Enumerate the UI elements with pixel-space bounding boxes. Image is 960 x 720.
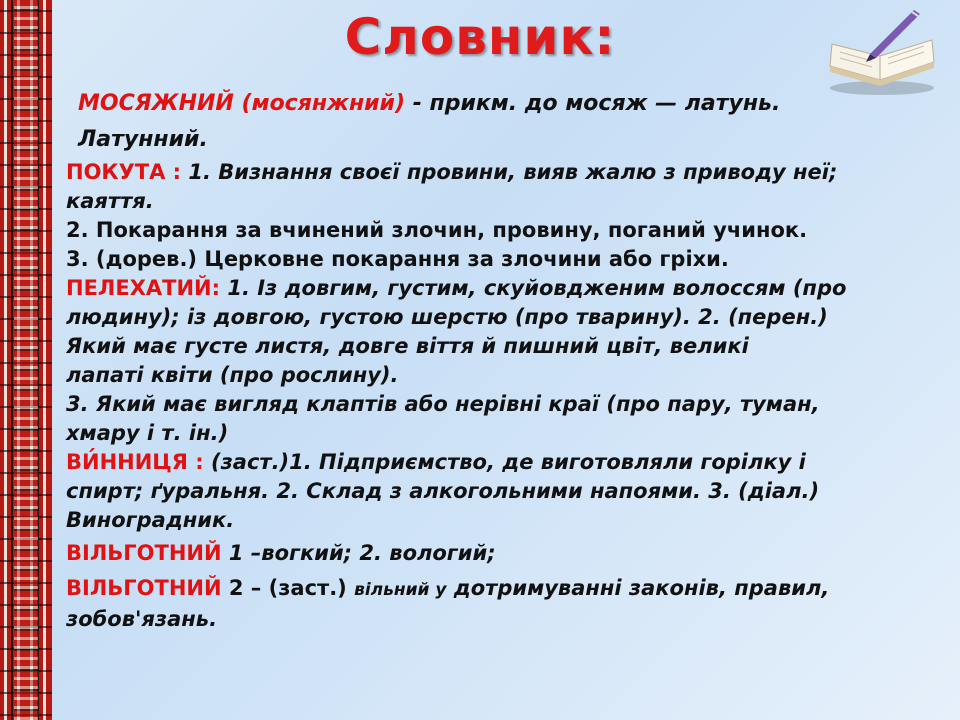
entry-pokuta [66, 158, 946, 187]
entry-mosiazhnyi [66, 86, 946, 122]
definition-latunnyi: Латунний. [78, 127, 208, 152]
term-mosiazhnyi: МОСЯЖНИЙ [78, 91, 234, 116]
definition-text: 3. (дорев.) Церковне покарання за злочини або гріхи. [66, 247, 729, 271]
definition-text: хмару і т. ін.) [66, 421, 229, 445]
term-pokuta: ПОКУТА : [66, 160, 182, 184]
definition-text: (заст.)1. Підприємство, де виготовляли горілку і [210, 450, 806, 474]
embroidery-ornament [0, 0, 52, 720]
entry-vilhotnyi-1 [66, 539, 946, 568]
term-pelekhatyi: ПЕЛЕХАТИЙ: [66, 276, 221, 300]
definition-text: спирт; ґуральня. 2. Склад з алкогольними напоями. 3. (діал.) [66, 479, 820, 503]
entry-pelekhatyi [66, 274, 946, 303]
definition-text: зобов'язань. [66, 607, 218, 631]
page-title: Словник: [344, 8, 616, 66]
definition-text: Виноградник. [66, 508, 235, 532]
book-with-pen-icon [822, 6, 942, 98]
entry-vilhotnyi-2 [66, 574, 946, 605]
definition-text: каяття. [66, 189, 154, 213]
definition-text: 2. Покарання за вчинений злочин, провину, поганий учинок. [66, 218, 808, 242]
definition-text: 2 – (заст.) [228, 576, 347, 600]
definition-text: 1. Визнання своєї провини, вияв жалю з приводу неї; [188, 160, 838, 184]
definition-text: людину); із довгою, густою шерстю (про тварину). 2. (перен.) [66, 305, 828, 329]
dictionary-content [66, 86, 946, 634]
term-variant: (мосянжний) [241, 91, 406, 116]
definition-text: вільний у [354, 580, 447, 600]
term-vynnytsia: ВИ́ННИЦЯ : [66, 450, 204, 474]
term-vilhotnyi-2: ВІЛЬГОТНИЙ [66, 576, 222, 600]
term-vilhotnyi-1: ВІЛЬГОТНИЙ [66, 541, 222, 565]
definition-text: дотримуванні законів, правил, [453, 576, 830, 600]
definition-text: 1 –вогкий; 2. вологий; [228, 541, 496, 565]
definition-text: лапаті квіти (про рослину). [66, 363, 399, 387]
definition-text: 3. Який має вигляд клаптів або нерівні краї (про пару, туман, [66, 392, 820, 416]
definition-mosiazhnyi: - прикм. до мосяж — латунь. [412, 91, 781, 116]
entry-vynnytsia [66, 448, 946, 477]
definition-text: 1. Із довгим, густим, скуйовдженим волоссям (про [227, 276, 847, 300]
definition-text: Який має густе листя, довге віття й пишний цвіт, великі [66, 334, 749, 358]
